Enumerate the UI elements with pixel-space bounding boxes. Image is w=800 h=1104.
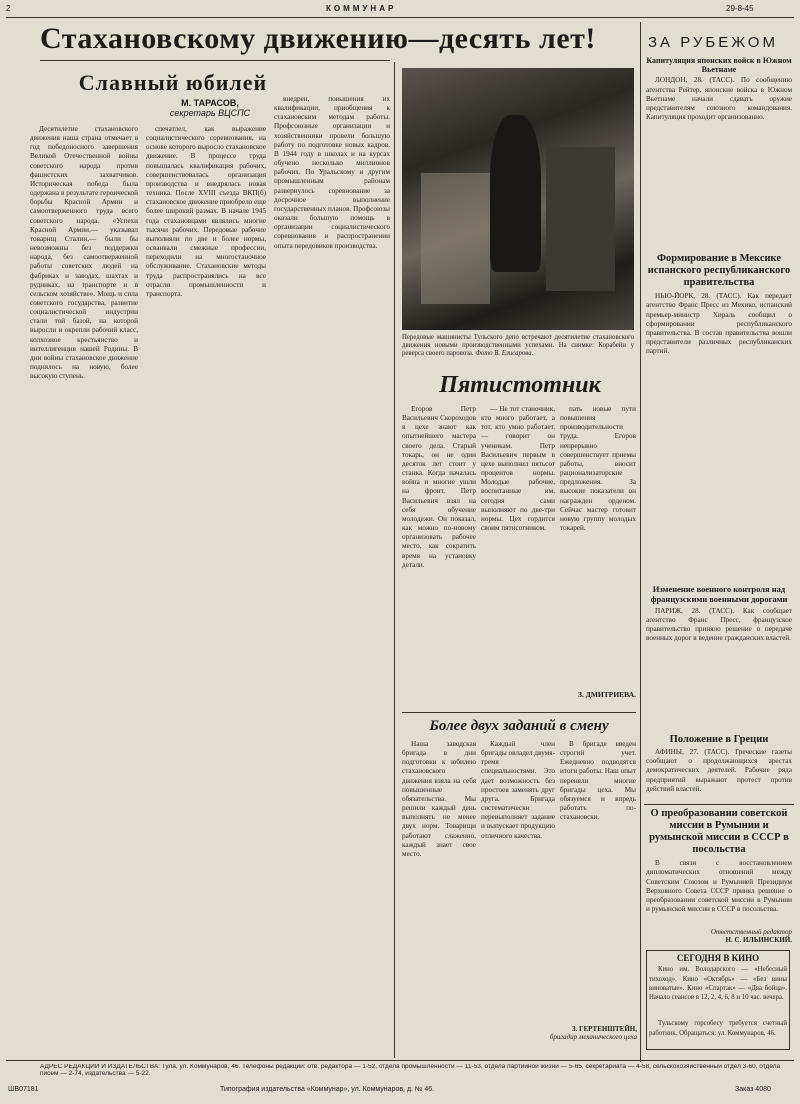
editor-label: Ответственный редактор: [710, 928, 792, 936]
foreign-item-4-text: АФИНЫ, 27. (ТАСС). Греческие газеты сообщают о продолжающихся арестах демократических деятелей. Рабочие ряда предприятий выражают протест против действий властей.: [646, 748, 792, 793]
second-article-signature-role: бригадир механического цеха: [549, 1033, 637, 1041]
second-article-rule: [402, 712, 636, 713]
second-article-signature: [545, 1025, 637, 1041]
mission-text: В связи с восстановлением дипломатических отношений между Советским Союзом и Румынией Президиум Верховного Совета СССР принял решение о преобразовании советской миссии в Румынии и румынской миссии в СССР в посольства.: [646, 859, 792, 914]
paper-name: КОММУНАР: [326, 4, 397, 13]
editor-block: [646, 928, 792, 944]
photo-caption-text: Передовые машинисты Тульского депо встречают десятилетие стахановского движения новыми производственными успехами. На снимке: Корабейн у реверса своего паровоза.: [402, 334, 634, 358]
article-column-3: внедрен, повышения их квалификации, приобщения к стахановским методам работы. Профсоюзные организации и хозяйственники провели большую работу по подготовке новых кадров. В 1944 году в школах и на курсах обучено несколько миллионов рабочих. По Уральскому и другим промышленным районам развернулось соревнование за досрочное выполнение государственных планов. Профсоюзы оказали большую помощь в организации социалистического соревнования и распространении опыта передовиков производства.: [274, 95, 390, 250]
column-divider-right: [640, 22, 641, 1062]
author-position: секретарь ВЦСПС: [169, 108, 251, 118]
second-article-title: Более двух заданий в смену: [429, 718, 609, 734]
feuilleton-signature: З. ДМИТРИЕВА.: [577, 690, 636, 699]
author-name: М. ТАРАСОВ,: [181, 98, 239, 108]
foreign-item-3-title: Изменение военного контроля над французскими военными дорогами: [650, 584, 788, 604]
foreign-news-column: [646, 56, 792, 226]
printer-line: Типография издательства «Коммунар», ул. Коммунаров, д. № 46.: [220, 1086, 435, 1093]
footer-rule: [6, 1060, 794, 1061]
cinema-announcements: [646, 950, 790, 1050]
running-head: [6, 4, 794, 16]
feuilleton-column-1: Егоров Петр Васильевич Скороходов в цехе знают как опытнейшего мастера своего дела. Старый токарь, он не один десяток лет стоит у станка. Когда началась война и многие ушли на фронт, Петр Васильевич взял на себя обучение молодежи. Он показал, как можно по-новому организовать рабочее место, как сократить время на установку детали.: [402, 405, 476, 569]
mexico-item: [646, 253, 792, 582]
greece-item: [646, 734, 792, 808]
article-title: Славный юбилей: [78, 70, 268, 95]
photo-credit: Фото В. Елисарова.: [475, 350, 534, 358]
france-item: [646, 585, 792, 737]
feuilleton-column-2: — Не тот станочник, кто много работает, а тот, кто умно работает,— говорит он ученикам. Петр Васильевич первым в цехе выполнил пятьсот процентов нормы. Молодые рабочие, воспитанные им, сегодня сами выполняют по две-три нормы. Цех гордится своим пятисотником.: [481, 405, 555, 533]
article-author: [150, 98, 270, 118]
second-article-column-1: Наша заводская бригада в дни подготовки к юбилею стахановского движения взяла на себя повышенные обязательства. Мы решили каждый день выполнять не менее двух норм. Товарищи работают слаженно, каждый знает свое место.: [402, 740, 476, 858]
cinema-text: Кино им. Володарского — «Небесный тихоход». Кино «Октябрь» — «Без вины виноватые». Кино «Спартак» — «Два бойца». Начало сеансов в 12, 2, 4, 6, 8 и 10 час. вечера.: [649, 966, 787, 1001]
foreign-item-2-title: Формирование в Мексике испанского республиканского правительства: [647, 253, 791, 289]
mission-title: О преобразовании советской миссии в Румынии и румынской миссии в СССР в посольства: [649, 808, 789, 856]
order-number: Заказ 4080: [735, 1086, 771, 1093]
photo-caption: [402, 334, 634, 359]
headline-rule: [40, 60, 390, 61]
feuilleton-title: Пятистотник: [439, 372, 601, 398]
top-rule: [6, 17, 794, 18]
mission-item: [646, 808, 792, 937]
article-column-2: спечатлел, как выражение социалистического соревнования, на основе которого выросло стахановское движение. В процессе труда повышалась квалификация рабочих, совершенствовалась организация производства и внедрялась новая техника. После XVIII съезда ВКП(б) стахановское движение приобрело еще более широкий размах. В начале 1945 года стахановцами являлись многие тысячи рабочих. Передовые рабочие выполняли по две и более нормы, осваивали смежные профессии, переходили на многостаночное обслуживание. Стахановские методы труда распространялись на все отрасли промышленности и транспорта.: [146, 125, 266, 298]
foreign-item-1-text: ЛОНДОН, 28. (ТАСС). По сообщению агентства Рейтер, японские войска в Южном Вьетнаме начали сдавать оружие представителям союзного командования. Капитуляция проходит организованно.: [646, 76, 792, 121]
second-article-signature-name: З. ГЕРТЕНШТЕЙН,: [571, 1025, 637, 1033]
foreign-item-3-text: ПАРИЖ, 28. (ТАСС). Как сообщает агентство Франс Пресс, французское правительство приняло решение о передаче военных дорог в ведение гражданских властей.: [646, 606, 792, 642]
cinema-title: СЕГОДНЯ В КИНО: [676, 953, 760, 963]
second-article-column-3: В бригаде введен строгий учет. Ежедневно подводятся итоги работы. Наш опыт переняли многие бригады цеха. Мы обязуемся и впредь работать по-стахановски.: [560, 740, 636, 822]
article-column-1: Десятилетие стахановского движения наша страна отмечает в год победоносного завершения Великой Отечественной войны советского народа против фашистских захватчиков. Историческая победа была одержана в результате героической борьбы Красной Армии и самоотверженного труда всего советского народа. «Успехи Красной Армии,— указывал товарищ Сталин,— были бы невозможны без поддержки народа, без самоотверженной работы советских людей на фабриках и заводах, шахтах и рудниках, на транспорте и в сельском хозяйстве». Мощь и сила советского государства, развитие социалистической индустрии стали той базой, на которой выросли и окрепли рабочий класс, колхозное крестьянство и интеллигенция нашей Родины. В дни войны стахановское движение поднялось на новую, более высокую ступень.: [30, 125, 138, 381]
second-article-column-2: Каждый член бригады овладел двумя-тремя специальностями. Это дает возможность без простоев заменять друг друга. Бригада систематически перевыполняет задание и выпускает продукцию отличного качества.: [481, 740, 555, 840]
issue-date: 29-8-45: [726, 4, 754, 13]
footer-address: АДРЕС РЕДАКЦИИ И ИЗДАТЕЛЬСТВА: Тула, ул. Коммунаров, 46. Телефоны редакции: отв. редактора — 1-52, отдела промышленности — 11-53, отдела партийной жизни — 5-65, секретариата — 4-58, сельскохозяйственный отдел 3-60, отдела писем — 2-74, издательства — 5-22.: [40, 1064, 781, 1077]
foreign-item-4-title: Положение в Греции: [669, 734, 769, 745]
feuilleton-column-3: пать новые пути повышения производительности труда. Егоров непрерывно совершенствует приемы работы, вносит рационализаторские предложения. За высокие показатели он награжден орденом. Сейчас мастер готовит новую группу молодых токарей.: [560, 405, 636, 533]
editor-name: Н. С. ИЛЬИНСКИЙ.: [725, 936, 792, 944]
column-divider-middle: [394, 62, 395, 1058]
foreign-item-1-title: Капитуляция японских войск в Южном Вьетнаме: [646, 56, 792, 75]
foreign-item-2-text: НЬЮ-ЙОРК, 28. (ТАСС). Как передает агентство Франс Пресс из Мехико, испанский премьер-министр Хираль сообщил о сформировании республиканского правительства. В состав правительства вошли представители различных республиканских партий.: [646, 292, 792, 356]
print-code: ШВ07181: [8, 1086, 39, 1093]
page-number: 2: [6, 4, 11, 13]
mission-rule: [644, 804, 794, 805]
depot-photo: [402, 68, 634, 330]
main-headline: Стахановскому движению—десять лет!: [40, 22, 596, 55]
foreign-section-title: ЗА РУБЕЖОМ: [648, 34, 778, 51]
ad-text: Тульскому горсобесу требуется счетный работник. Обращаться: ул. Коммунаров, 46.: [649, 1020, 787, 1037]
